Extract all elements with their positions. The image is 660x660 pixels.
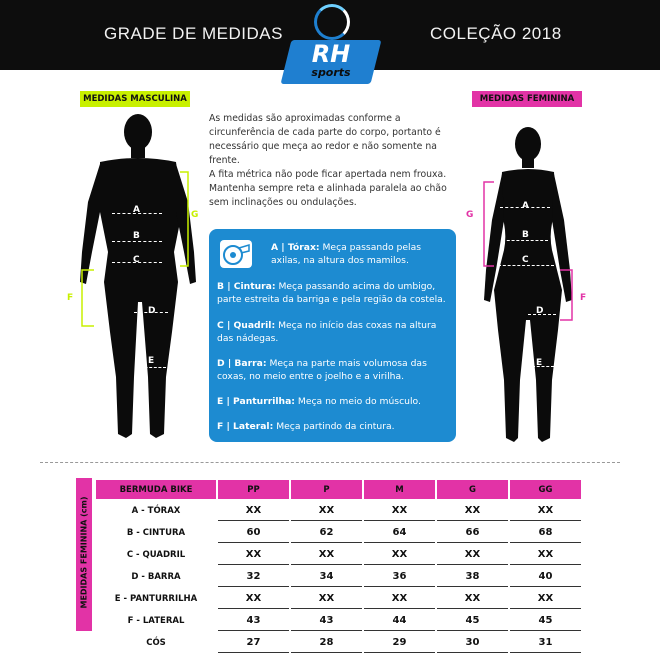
brand-logo <box>272 0 388 100</box>
table-cell: XX <box>364 589 435 609</box>
section-divider <box>40 462 620 463</box>
instruction-f-key: F | Lateral: <box>217 421 274 432</box>
table-side-label <box>76 478 92 631</box>
intro-paragraph-1: As medidas são aproximadas conforme a circunferência de cada parte do corpo, portanto é necessário que meça ao redor e não somente na frente. <box>209 113 441 166</box>
table-cell: XX <box>218 501 289 521</box>
table-cell: XX <box>291 545 362 565</box>
table-cell: 29 <box>364 633 435 653</box>
instruction-f-text: Meça partindo da cintura. <box>276 421 395 432</box>
table-cell: 38 <box>437 567 508 587</box>
table-cell: XX <box>437 589 508 609</box>
female-label-e: E <box>536 358 543 368</box>
table-cell: 62 <box>291 523 362 543</box>
size-table <box>94 478 583 655</box>
table-cell: 32 <box>218 567 289 587</box>
tape-measure-icon <box>219 239 253 269</box>
table-cell: XX <box>218 589 289 609</box>
row-label: CÓS <box>146 638 166 648</box>
table-cell: 64 <box>364 523 435 543</box>
header-cell: P <box>291 480 362 499</box>
instruction-d-text: Meça na parte mais volumosa das coxas, no meio entre o joelho e a virilha. <box>217 358 427 382</box>
logo-sub-text: sports <box>311 66 351 79</box>
table-cell: XX <box>218 545 289 565</box>
male-label-e: E <box>148 356 155 366</box>
table-row <box>96 545 581 565</box>
table-row <box>96 501 581 521</box>
row-label: A - TÓRAX <box>131 506 181 516</box>
instruction-c-text: Meça no início das coxas na altura das nádegas. <box>217 320 437 344</box>
table-cell: 60 <box>218 523 289 543</box>
page-title: GRADE DE MEDIDAS <box>104 24 283 43</box>
header-cell: BERMUDA BIKE <box>96 480 216 499</box>
row-label: E - PANTURRILHA <box>114 594 198 604</box>
table-cell: 27 <box>218 633 289 653</box>
table-row <box>96 589 581 609</box>
instruction-f <box>217 420 451 433</box>
header-cell: G <box>437 480 508 499</box>
table-cell: XX <box>510 501 581 521</box>
female-label-c: C <box>522 255 529 265</box>
table-cell: 43 <box>291 611 362 631</box>
table-cell: 44 <box>364 611 435 631</box>
instruction-e-text: Meça no meio do músculo. <box>297 396 421 407</box>
table-cell: 40 <box>510 567 581 587</box>
table-cell: XX <box>437 501 508 521</box>
male-bracket-f <box>76 268 96 330</box>
instruction-e <box>217 395 451 408</box>
table-cell: 30 <box>437 633 508 653</box>
female-line-b <box>502 240 548 241</box>
instruction-a <box>271 241 449 267</box>
male-label-d: D <box>148 306 156 316</box>
female-label-d: D <box>536 306 544 316</box>
female-label-b: B <box>522 230 529 240</box>
female-label-g: G <box>466 210 474 220</box>
table-row <box>96 567 581 587</box>
table-header-row <box>96 480 581 499</box>
instruction-d <box>217 357 451 383</box>
header-cell: PP <box>218 480 289 499</box>
instruction-a-key: A | Tórax: <box>271 242 320 253</box>
instruction-c <box>217 319 451 345</box>
instruction-a-text: Meça passando pelas axilas, na altura dos mamilos. <box>271 242 421 266</box>
table-cell: XX <box>291 501 362 521</box>
table-cell: 66 <box>437 523 508 543</box>
instruction-b <box>217 280 451 306</box>
table-cell: XX <box>510 545 581 565</box>
male-line-b <box>112 241 162 242</box>
instruction-c-key: C | Quadril: <box>217 320 276 331</box>
table-side-label-text: MEDIDAS FEMININA (cm) <box>79 496 89 609</box>
table-cell: 45 <box>510 611 581 631</box>
table-cell: 28 <box>291 633 362 653</box>
male-bracket-g <box>178 170 198 270</box>
male-label-a: A <box>133 205 140 215</box>
instruction-b-key: B | Cintura: <box>217 281 276 292</box>
intro-paragraph-2: A fita métrica não pode ficar apertada nem frouxa. Mantenha sempre reta e alinhada paralela ao chão sem inclinações ou ondulações. <box>209 169 447 208</box>
female-line-c <box>498 265 554 266</box>
logo-ring-icon <box>314 4 350 40</box>
male-label-b: B <box>133 231 140 241</box>
row-label: C - QUADRIL <box>126 550 186 560</box>
table-cell: 34 <box>291 567 362 587</box>
collection-title: COLEÇÃO 2018 <box>430 24 562 43</box>
table-cell: 31 <box>510 633 581 653</box>
table-cell: 68 <box>510 523 581 543</box>
female-label-a: A <box>522 201 529 211</box>
instruction-e-key: E | Panturrilha: <box>217 396 295 407</box>
male-measures-tag: MEDIDAS MASCULINA <box>80 91 190 107</box>
table-cell: 36 <box>364 567 435 587</box>
table-row <box>96 611 581 631</box>
table-row <box>96 633 581 653</box>
table-cell: XX <box>364 501 435 521</box>
female-label-f: F <box>580 293 587 303</box>
female-bracket-g <box>476 180 496 270</box>
instruction-d-key: D | Barra: <box>217 358 267 369</box>
table-cell: XX <box>510 589 581 609</box>
row-label: B - CINTURA <box>126 528 186 538</box>
row-label: D - BARRA <box>131 572 181 582</box>
table-cell: XX <box>437 545 508 565</box>
table-row <box>96 523 581 543</box>
table-cell: XX <box>291 589 362 609</box>
male-label-f: F <box>67 293 74 303</box>
female-measures-tag: MEDIDAS FEMININA <box>472 91 582 107</box>
logo-main-text: RH <box>311 40 351 68</box>
header-cell: M <box>364 480 435 499</box>
measurement-instructions-box <box>209 229 456 442</box>
instruction-b-text: Meça passando acima do umbigo, parte estreita da barriga e pela região da costela. <box>217 281 446 305</box>
table-cell: XX <box>364 545 435 565</box>
female-bracket-f <box>558 268 578 324</box>
male-label-c: C <box>133 255 140 265</box>
header-cell: GG <box>510 480 581 499</box>
male-line-e <box>140 367 166 368</box>
table-cell: 43 <box>218 611 289 631</box>
male-label-g: G <box>191 210 199 220</box>
table-cell: 45 <box>437 611 508 631</box>
row-label: F - LATERAL <box>127 616 185 626</box>
